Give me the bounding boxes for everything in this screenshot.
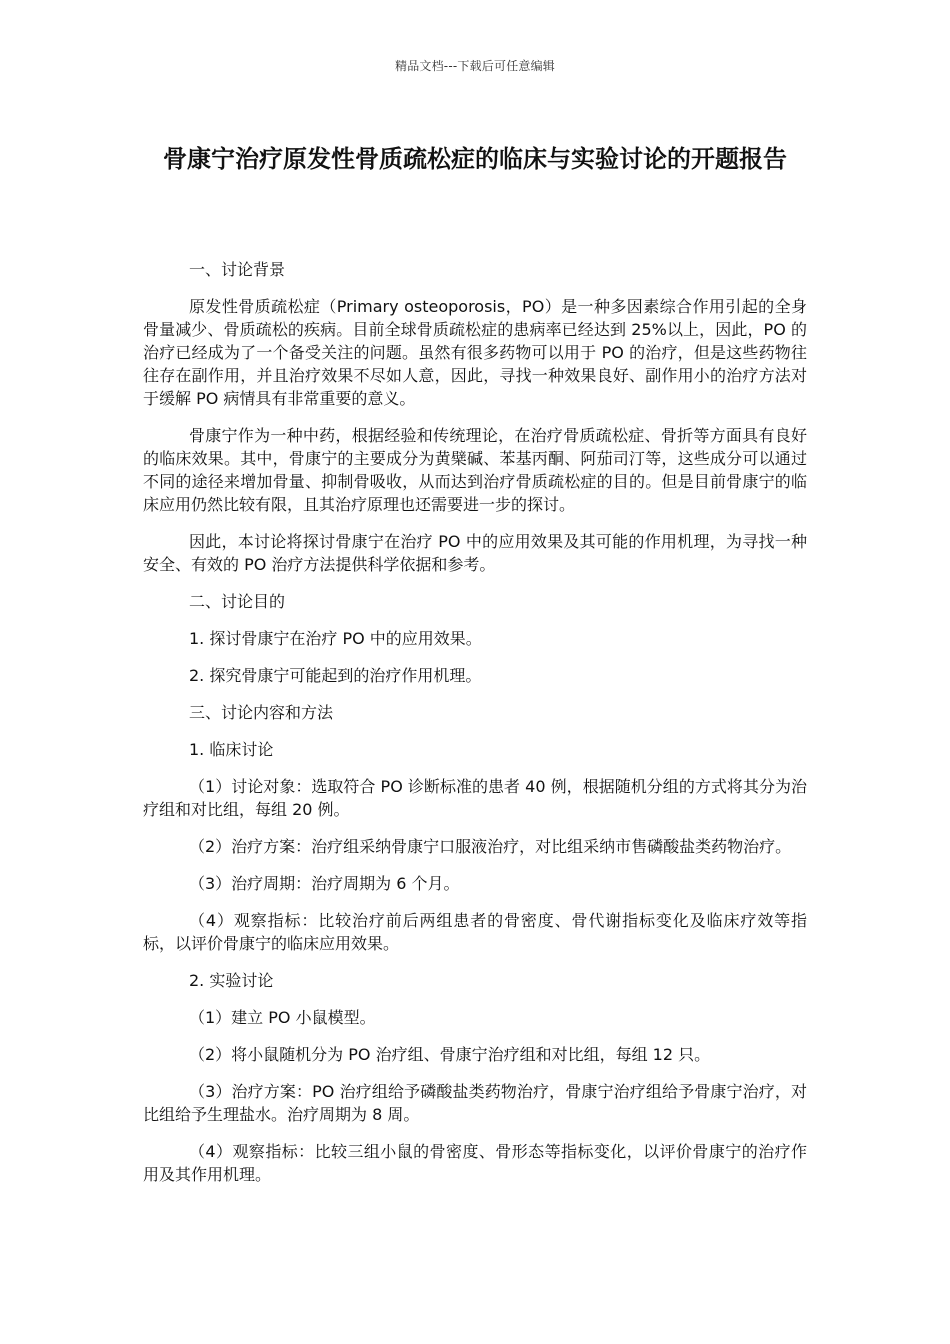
experimental-item: （3）治疗方案：PO 治疗组给予磷酸盐类药物治疗，骨康宁治疗组给予骨康宁治疗，对比组给予生理盐水。治疗周期为 8 周。 (143, 1082, 807, 1124)
header-note: 精品文档---下载后可任意编辑 (395, 59, 555, 73)
experimental-item: （4）观察指标：比较三组小鼠的骨密度、骨形态等指标变化，以评价骨康宁的治疗作用及其作用机理。 (143, 1142, 807, 1184)
background-paragraph: 因此，本讨论将探讨骨康宁在治疗 PO 中的应用效果及其可能的作用机理，为寻找一种安全、有效的 PO 治疗方法提供科学依据和参考。 (143, 532, 807, 574)
background-paragraph: 原发性骨质疏松症（Primary osteoporosis，PO）是一种多因素综合作用引起的全身骨量减少、骨质疏松的疾病。目前全球骨质疏松症的患病率已经达到 25%以上，因此，PO 的治疗已经成为了一个备受关注的问题。虽然有很多药物可以用于 PO 的治疗，但是这些药物往往存在副作用，并且治疗效果不尽如人意，因此，寻找一种效果良好、副作用小的治疗方法对于缓解 PO 病情具有非常重要的意义。 (143, 297, 807, 408)
document-title: 骨康宁治疗原发性骨质疏松症的临床与实验讨论的开题报告 (163, 145, 787, 173)
objective-item: 2. 探究骨康宁可能起到的治疗作用机理。 (189, 666, 482, 685)
clinical-item: （1）讨论对象：选取符合 PO 诊断标准的患者 40 例，根据随机分组的方式将其分为治疗组和对比组，每组 20 例。 (143, 777, 807, 819)
document-body (143, 258, 807, 1200)
experimental-item: （1）建立 PO 小鼠模型。 (189, 1008, 376, 1027)
section-heading-background: 一、讨论背景 (189, 260, 286, 279)
section-heading-objectives: 二、讨论目的 (189, 592, 286, 611)
section-heading-methods: 三、讨论内容和方法 (189, 703, 334, 722)
clinical-item: （3）治疗周期：治疗周期为 6 个月。 (189, 874, 460, 893)
clinical-item: （2）治疗方案：治疗组采纳骨康宁口服液治疗，对比组采纳市售磷酸盐类药物治疗。 (189, 837, 792, 856)
objective-item: 1. 探讨骨康宁在治疗 PO 中的应用效果。 (189, 629, 482, 648)
subsection-heading-experimental: 2. 实验讨论 (189, 971, 274, 990)
background-paragraph: 骨康宁作为一种中药，根据经验和传统理论，在治疗骨质疏松症、骨折等方面具有良好的临床效果。其中，骨康宁的主要成分为黄檗碱、苯基丙酮、阿茄司汀等，这些成分可以通过不同的途径来增加骨量、抑制骨吸收，从而达到治疗骨质疏松症的目的。但是目前骨康宁的临床应用仍然比较有限，且其治疗原理也还需要进一步的探讨。 (143, 426, 807, 514)
experimental-item: （2）将小鼠随机分为 PO 治疗组、骨康宁治疗组和对比组，每组 12 只。 (189, 1045, 711, 1064)
clinical-item: （4）观察指标：比较治疗前后两组患者的骨密度、骨代谢指标变化及临床疗效等指标，以评价骨康宁的临床应用效果。 (143, 911, 807, 953)
subsection-heading-clinical: 1. 临床讨论 (189, 740, 274, 759)
